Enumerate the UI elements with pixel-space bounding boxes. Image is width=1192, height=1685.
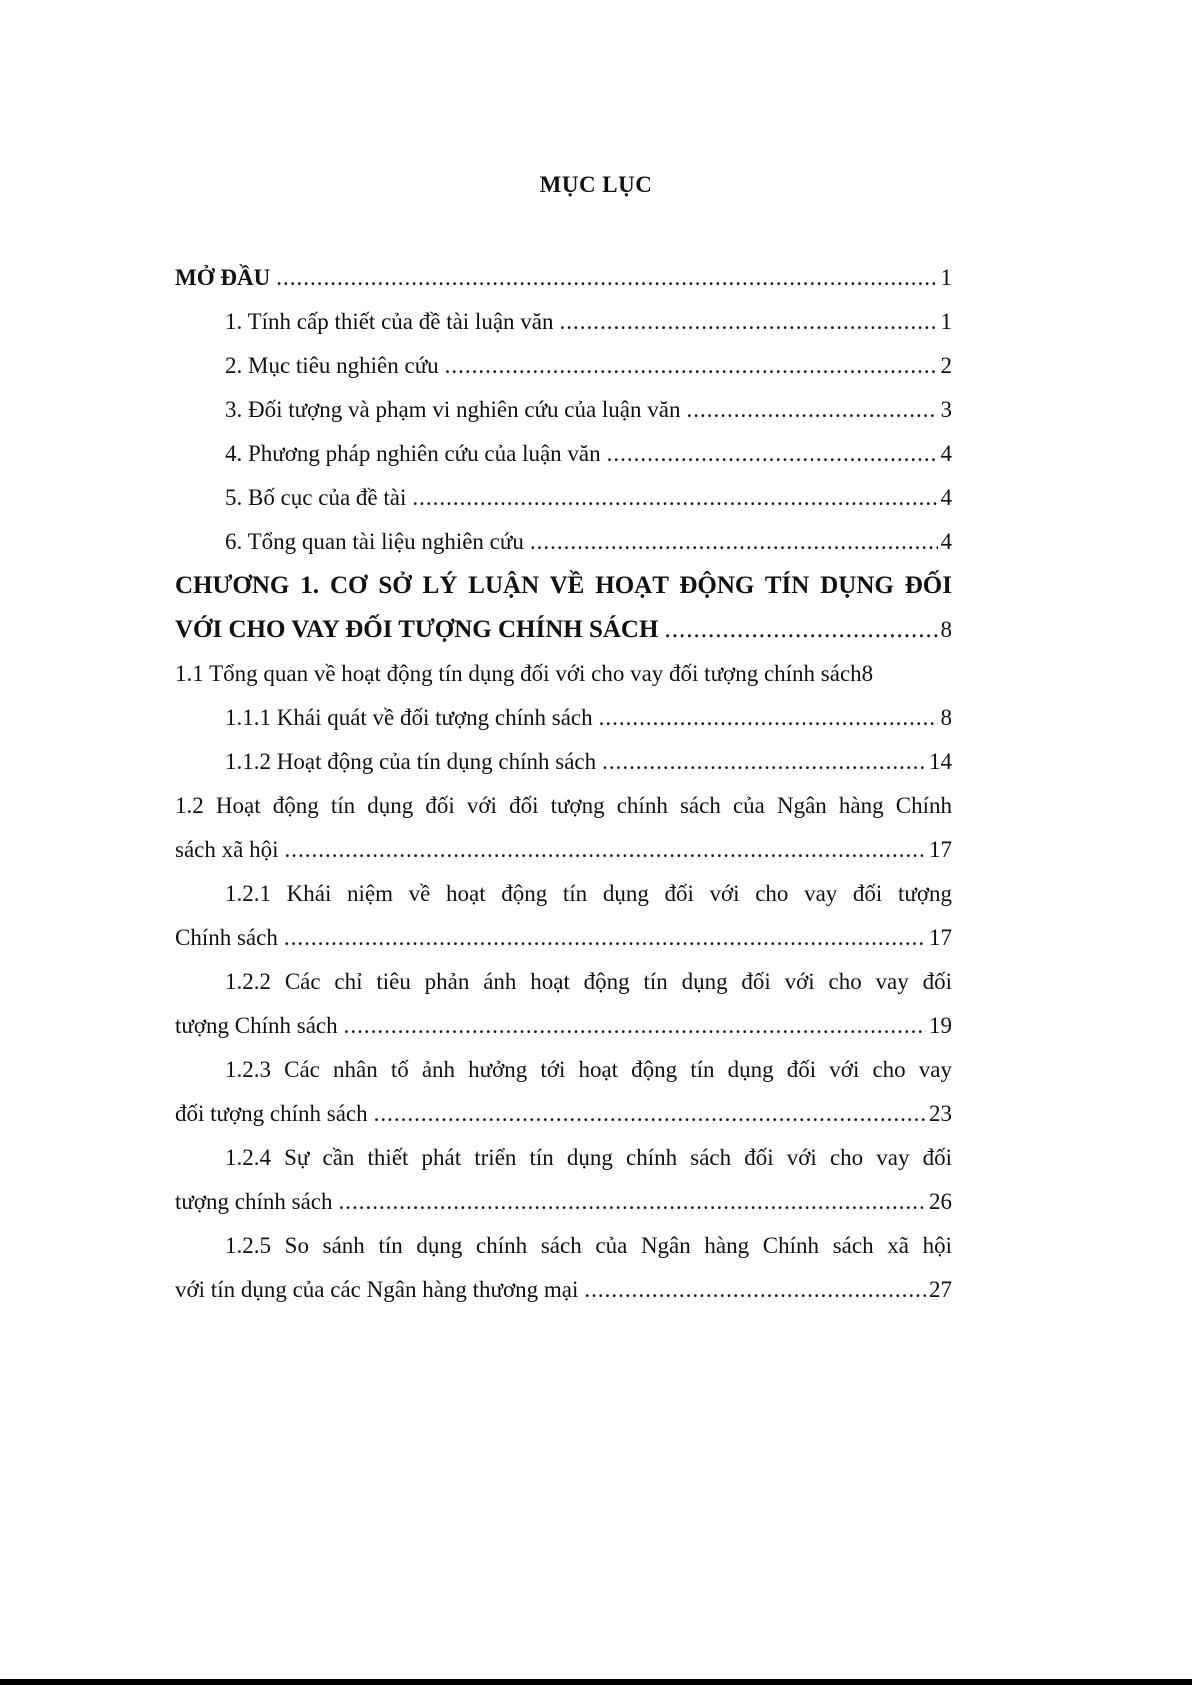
page-number: 8 [861,661,874,686]
toc-section-1-2-1-line1: 1.2.1 Khái niệm về hoạt động tín dụng đối với cho vay đối tượng [225,881,952,906]
bottom-border [0,1679,1192,1685]
dot-leader [284,916,926,960]
toc-section-1-2-1-line2 [175,916,952,960]
toc-entry-text: đối tượng chính sách [175,1101,368,1126]
toc-section-1-2-5-line1: 1.2.5 So sánh tín dụng chính sách của Ngân hàng Chính sách xã hội [225,1233,952,1258]
toc-entry-text: VỚI CHO VAY ĐỐI TƯỢNG CHÍNH SÁCH [175,616,659,643]
toc-entry-text: 1.1 Tổng quan về hoạt động tín dụng đối với cho vay đối tượng chính sách [175,661,862,686]
page-number: 8 [940,705,952,730]
toc-chapter-1-line2 [175,608,952,652]
page-number: 3 [940,397,952,422]
toc-section-1-1-2 [175,740,952,784]
dot-leader [607,432,938,476]
toc-entry-6 [175,520,952,564]
page-number: 4 [940,485,952,510]
toc-section-1-2-3-line2 [175,1092,952,1136]
table-of-contents [175,256,952,1312]
toc-entry-1 [175,300,952,344]
toc-entry-2 [175,344,952,388]
toc-entry-5 [175,476,952,520]
toc-title: MỤC LỤC [539,172,653,197]
dot-leader [344,1004,926,1048]
page-number: 8 [940,617,952,642]
page-number: 2 [940,353,952,378]
dot-leader [374,1092,926,1136]
toc-entry-text: 6. Tổng quan tài liệu nghiên cứu [225,529,524,554]
toc-entry-text: 4. Phương pháp nghiên cứu của luận văn [225,441,601,466]
toc-entry-text: MỞ ĐẦU [175,265,271,290]
toc-section-1-2-line1: 1.2 Hoạt động tín dụng đối với đối tượng chính sách của Ngân hàng Chính [175,793,952,818]
page-number: 26 [929,1189,952,1214]
toc-entry-text: 5. Bố cục của đề tài [225,485,407,510]
toc-entry-text: với tín dụng của các Ngân hàng thương mại [175,1277,579,1302]
toc-chapter-1-line1: CHƯƠNG 1. CƠ SỞ LÝ LUẬN VỀ HOẠT ĐỘNG TÍN DỤNG ĐỐI [175,572,952,599]
dot-leader [664,608,937,652]
page-number: 17 [929,837,952,862]
page-number: 27 [929,1277,952,1302]
toc-entry-text: tượng chính sách [175,1189,333,1214]
page-number: 1 [940,265,952,290]
dot-leader [560,300,938,344]
toc-entry-text: 1. Tính cấp thiết của đề tài luận văn [225,309,554,334]
toc-entry-3 [175,388,952,432]
toc-section-1-2-4-line2 [175,1180,952,1224]
dot-leader [284,828,926,872]
page-number: 14 [929,749,952,774]
page-number: 19 [929,1013,952,1038]
toc-entry-4 [175,432,952,476]
dot-leader [412,476,937,520]
toc-entry-text: 1.1.1 Khái quát về đối tượng chính sách [225,705,593,730]
toc-entry-text: tượng Chính sách [175,1013,338,1038]
dot-leader [445,344,938,388]
toc-section-1-1 [175,652,952,696]
toc-section-1-2-2-line2 [175,1004,952,1048]
page-number: 17 [929,925,952,950]
page-number: 4 [940,441,952,466]
dot-leader [276,256,937,300]
toc-entry-text: Chính sách [175,925,278,950]
dot-leader [530,520,938,564]
toc-entry-text: 2. Mục tiêu nghiên cứu [225,353,439,378]
page-number: 1 [940,309,952,334]
dot-leader [602,740,926,784]
toc-section-1-1-1 [175,696,952,740]
page-number: 23 [929,1101,952,1126]
dot-leader [686,388,937,432]
dot-leader [599,696,938,740]
toc-section-1-2-3-line1: 1.2.3 Các nhân tố ảnh hưởng tới hoạt động tín dụng đối với cho vay [225,1057,952,1082]
page-number: 4 [940,529,952,554]
toc-entry-text: 3. Đối tượng và phạm vi nghiên cứu của luận văn [225,397,681,422]
toc-section-1-2-5-line2 [175,1268,952,1312]
dot-leader [584,1268,926,1312]
toc-section-1-2-2-line1: 1.2.2 Các chỉ tiêu phản ánh hoạt động tín dụng đối với cho vay đối [225,969,952,994]
toc-section-1-2-line2 [175,828,952,872]
toc-section-1-2-4-line1: 1.2.4 Sự cần thiết phát triển tín dụng chính sách đối với cho vay đối [225,1145,952,1170]
toc-entry-text: 1.1.2 Hoạt động của tín dụng chính sách [225,749,597,774]
toc-entry-mo-dau [175,256,952,300]
toc-entry-text: sách xã hội [175,837,279,862]
dot-leader [339,1180,927,1224]
